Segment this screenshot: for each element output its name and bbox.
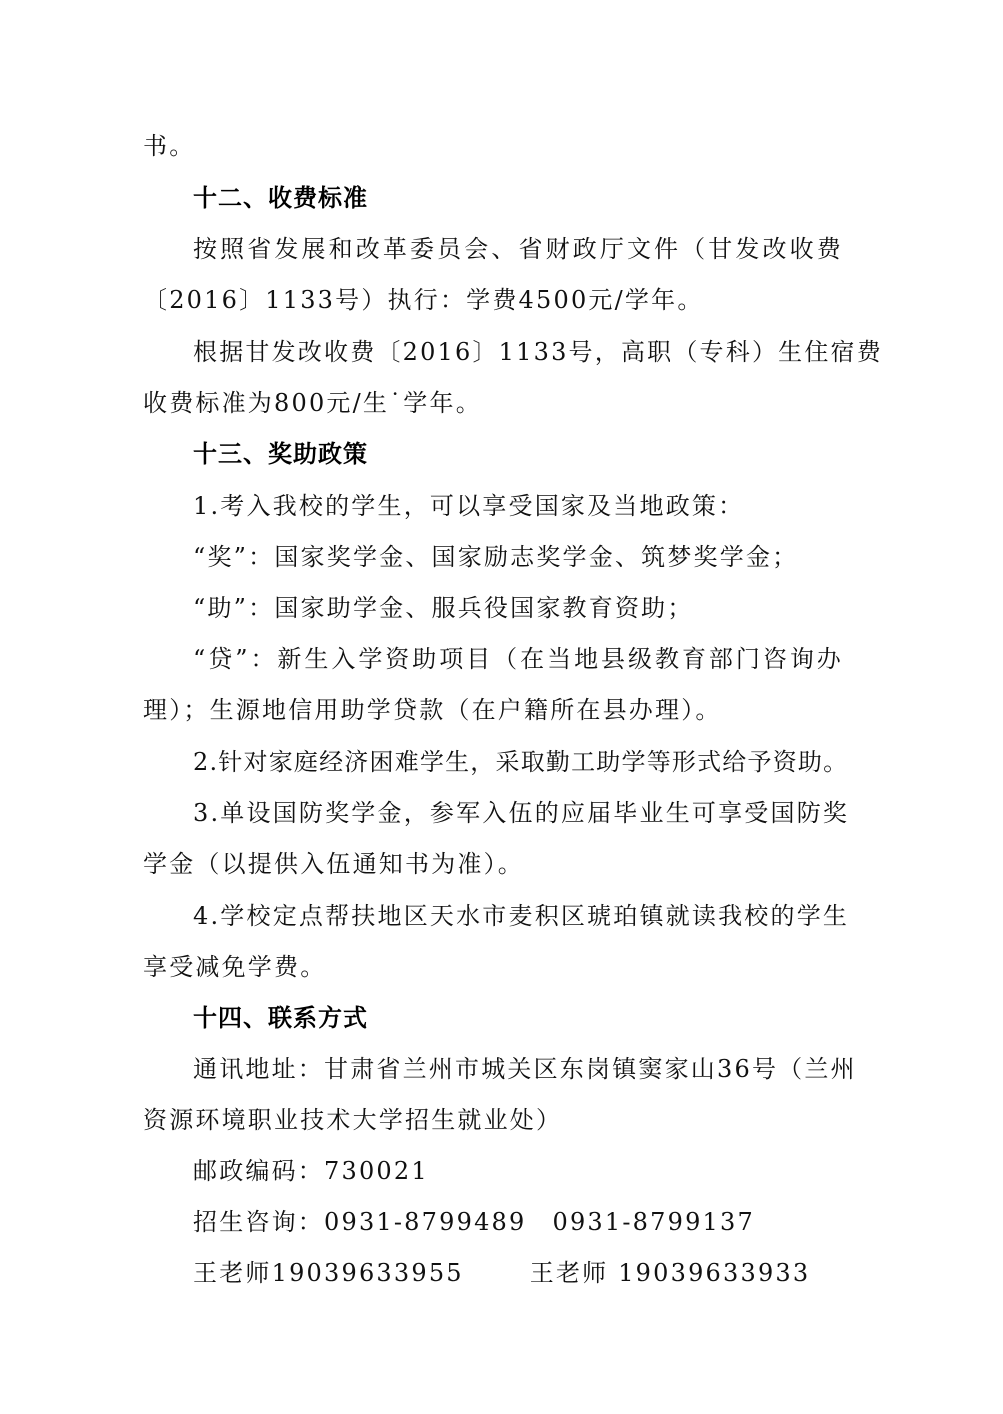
contact-phone-line	[193, 1202, 843, 1242]
aid-scholarship-line: “奖”：国家奖学金、国家励志奖学金、筑梦奖学金；	[193, 543, 799, 571]
dorm-fee-paragraph-line: 根据甘发改收费〔2016〕1133号，高职（专科）生住宿费	[193, 338, 883, 366]
aid-item-2: 2.针对家庭经济困难学生，采取勤工助学等形式给予资助。	[193, 748, 849, 776]
fees-paragraph-line: 按照省发展和改革委员会、省财政厅文件（甘发改收费	[193, 235, 843, 263]
fees-paragraph-line: 〔2016〕1133号）执行：学费4500元/学年。	[143, 286, 704, 314]
contact-teachers-line	[193, 1253, 843, 1293]
aid-item-4: 享受减免学费。	[143, 953, 327, 981]
contact-postcode: 邮政编码：730021	[193, 1157, 429, 1185]
contact-phone-1: 0931-8799489	[324, 1208, 527, 1236]
dorm-fee-paragraph-line: 收费标准为800元/生˙学年。	[143, 389, 482, 417]
section-heading-contact: 十四、联系方式	[193, 1004, 368, 1032]
contact-teacher-1: 王老师19039633955	[193, 1259, 464, 1287]
contact-address: 资源环境职业技术大学招生就业处）	[143, 1106, 563, 1134]
contact-phone-2: 0931-8799137	[552, 1208, 755, 1236]
section-heading-aid-policy: 十三、奖助政策	[193, 440, 368, 468]
aid-item-3: 3.单设国防奖学金，参军入伍的应届毕业生可享受国防奖	[193, 799, 850, 827]
aid-grant-line: “助”：国家助学金、服兵役国家教育资助；	[193, 594, 694, 622]
aid-loan-line: 理）；生源地信用助学贷款（在户籍所在县办理）。	[143, 696, 722, 724]
aid-loan-line: “贷”：新生入学资助项目（在当地县级教育部门咨询办	[193, 645, 843, 673]
section-heading-fees: 十二、收费标准	[193, 184, 368, 212]
contact-teacher-2: 王老师 19039633933	[529, 1259, 811, 1287]
continued-text: 书。	[143, 132, 196, 160]
contact-phone-label: 招生咨询：	[193, 1208, 324, 1236]
aid-item-4: 4.学校定点帮扶地区天水市麦积区琥珀镇就读我校的学生	[193, 902, 850, 930]
aid-item-3: 学金（以提供入伍通知书为准）。	[143, 850, 524, 878]
contact-address: 通讯地址：甘肃省兰州市城关区东岗镇窦家山36号（兰州	[193, 1055, 857, 1083]
aid-item-1: 1.考入我校的学生，可以享受国家及当地政策：	[193, 492, 745, 520]
